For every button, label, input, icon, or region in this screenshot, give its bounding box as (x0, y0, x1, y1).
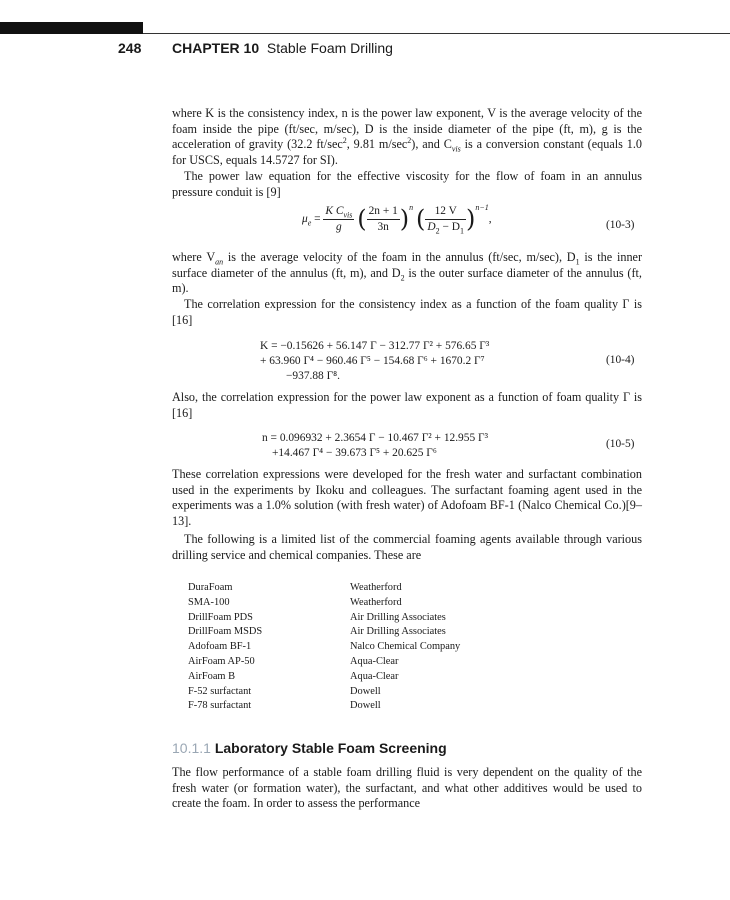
list-item: DrillFoam PDS Air Drilling Associates (188, 611, 446, 623)
page-number: 248 (118, 40, 142, 56)
list-item: DuraFoam Weatherford (188, 582, 402, 593)
equation-10-4-line-2: + 63.960 Γ⁴ − 960.46 Γ⁵ − 154.68 Γ⁶ + 1670.2 Γ⁷ (260, 355, 485, 367)
equation-10-4-line-3: −937.88 Γ⁸. (286, 370, 340, 382)
paragraph-5: Also, the correlation expression for the power law exponent as a function of foam quality Γ is [16] (172, 390, 642, 420)
list-item: Adofoam BF-1 Nalco Chemical Company (188, 641, 461, 653)
paragraph-4: The correlation expression for the consistency index as a function of the foam quality Γ is [16] (172, 297, 642, 327)
list-item: AirFoam B Aqua-Clear (188, 670, 399, 682)
list-item: DrillFoam MSDS Air Drilling Associates (188, 626, 446, 638)
list-item: AirFoam AP-50 Aqua-Clear (188, 655, 399, 667)
section-number: 10.1.1 (172, 740, 211, 756)
header-bar (0, 22, 143, 34)
section-title: Laboratory Stable Foam Screening (214, 740, 447, 756)
chapter-title: Stable Foam Drilling (266, 40, 393, 56)
list-item: SMA-100 Weatherford (188, 596, 402, 608)
equation-10-4-line-1: K = −0.15626 + 56.147 Γ − 312.77 Γ² + 576.65 Γ³ (260, 340, 490, 352)
paragraph-6: These correlation expressions were developed for the fresh water and surfactant combination used in the experiments by Ikoku and colleagues. The surfactant foaming agent used in the experiments was a 1.0% solution (with fresh water) of Adofoam BF-1 (Nalco Chemical Co.)[9–13]. (172, 467, 642, 528)
equation-number-10-5: (10-5) (606, 438, 635, 450)
list-item: F-78 surfactant Dowell (188, 700, 381, 712)
paragraph-2: The power law equation for the effective viscosity for the flow of foam in an annulus pressure conduit is [9] (172, 169, 642, 199)
paragraph-1: where K is the consistency index, n is the power law exponent, V is the average velocity of the foam inside the pipe (ft/sec, m/sec), D is the inside diameter of the pipe (ft, m), g is the acceleration of gravity (32.2 $ft/\sec^2$, 9.81 $m/\sec^2$), and $C_{vis}$ is a conversion constant (equals 1.0 for USCS, equals 14.5727 for SI). (172, 106, 642, 167)
equation-10-5-line-2: +14.467 Γ⁴ − 39.673 Γ⁵ + 20.625 Γ⁶ (272, 447, 437, 459)
equation-10-5-line-1: n = 0.096932 + 2.3654 Γ − 10.467 Γ² + 12.955 Γ³ (262, 432, 488, 444)
equation-number-10-3: (10-3) (606, 219, 635, 231)
list-item: F-52 surfactant Dowell (188, 685, 381, 697)
paragraph-3: where $V_{an}$ is the average velocity of the foam in the annulus (ft/sec, m/sec), $D_1$ is the inner surface diameter of the annulus (ft, m), and $D_2$ is the outer surface diameter of the annulus (ft, m). (172, 250, 643, 296)
equation-number-10-4: (10-4) (606, 354, 635, 366)
paragraph-8: The flow performance of a stable foam drilling fluid is very dependent on the quality of the fresh water (or formation water), the surfactant, and what other additives would be used to create the foam. In order to assess the performance (172, 765, 642, 811)
chapter-label: CHAPTER 10 (172, 40, 260, 56)
running-head (172, 40, 393, 56)
header-rule (143, 33, 730, 34)
section-heading (172, 740, 447, 756)
equation-10-3: $\mu_e$ = $\frac{K C_{vis}}{g}$ ( $\frac{2n + 1}{3n}$ )$^n$ ( $\frac{12 V}{D_2 - D_1}$ )$^{n-1}$, (302, 203, 492, 236)
foaming-agent-list (188, 581, 508, 714)
paragraph-7: The following is a limited list of the commercial foaming agents available through various drilling service and chemical companies. These are (172, 532, 642, 562)
